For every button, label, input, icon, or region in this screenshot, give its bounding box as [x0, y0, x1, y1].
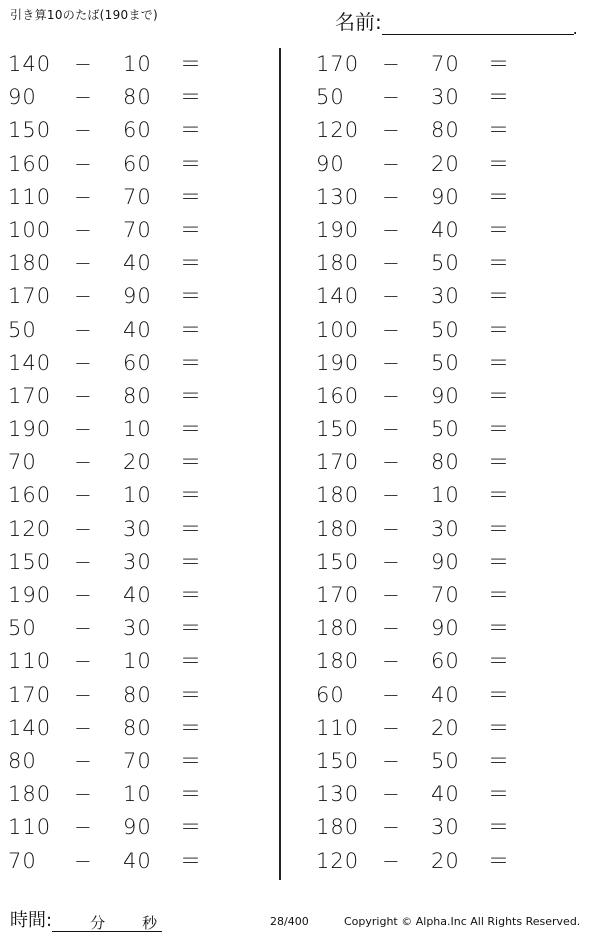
- equals-sign: ＝: [180, 748, 202, 773]
- subtrahend: 60: [431, 649, 460, 674]
- subtrahend: 50: [431, 251, 460, 276]
- minus-sign: −: [382, 217, 401, 242]
- time-label: 時間:: [10, 910, 53, 931]
- minus-sign: −: [74, 549, 93, 574]
- minuend: 160: [8, 151, 52, 176]
- equals-sign: ＝: [488, 848, 510, 873]
- subtrahend: 80: [123, 715, 152, 740]
- minuend: 140: [8, 52, 52, 76]
- equals-sign: ＝: [488, 383, 510, 408]
- equals-sign: ＝: [180, 383, 202, 408]
- equals-sign: ＝: [180, 682, 202, 707]
- minus-sign: −: [74, 616, 93, 641]
- subtrahend: 30: [123, 616, 152, 641]
- equals-sign: ＝: [488, 217, 510, 242]
- equals-sign: ＝: [180, 815, 202, 840]
- equals-sign: ＝: [488, 284, 510, 309]
- minuend: 150: [316, 417, 360, 442]
- minus-sign: −: [382, 383, 401, 408]
- equals-sign: ＝: [488, 450, 510, 475]
- subtrahend: 20: [431, 848, 460, 873]
- equals-sign: ＝: [180, 715, 202, 740]
- equals-sign: ＝: [180, 217, 202, 242]
- minus-sign: −: [74, 317, 93, 342]
- equals-sign: ＝: [488, 483, 510, 508]
- minus-sign: −: [74, 748, 93, 773]
- minuend: 120: [316, 118, 360, 143]
- minuend: 110: [8, 184, 52, 209]
- subtrahend: 50: [431, 417, 460, 442]
- minuend: 180: [316, 483, 360, 508]
- equals-sign: ＝: [488, 682, 510, 707]
- minuend: 70: [8, 450, 37, 475]
- minus-sign: −: [74, 483, 93, 508]
- equals-sign: ＝: [180, 450, 202, 475]
- equals-sign: ＝: [180, 549, 202, 574]
- minuend: 80: [8, 748, 37, 773]
- minus-sign: −: [74, 583, 93, 607]
- minus-sign: −: [74, 516, 93, 541]
- minuend: 120: [8, 516, 52, 541]
- subtrahend: 30: [123, 549, 152, 574]
- minuend: 190: [8, 417, 52, 442]
- minus-sign: −: [382, 583, 401, 607]
- subtrahend: 40: [123, 317, 152, 342]
- equals-sign: ＝: [180, 184, 202, 209]
- minuend: 110: [8, 649, 52, 674]
- minuend: 180: [8, 251, 52, 276]
- subtrahend: 60: [123, 118, 152, 143]
- equals-sign: ＝: [180, 118, 202, 143]
- equals-sign: ＝: [488, 85, 510, 110]
- minuend: 180: [316, 516, 360, 541]
- minuend: 180: [316, 815, 360, 840]
- minus-sign: −: [382, 350, 401, 375]
- equals-sign: ＝: [180, 848, 202, 873]
- minuend: 180: [8, 782, 52, 807]
- minus-sign: −: [74, 284, 93, 309]
- subtrahend: 40: [431, 217, 460, 242]
- minus-sign: −: [382, 649, 401, 674]
- equals-sign: ＝: [488, 782, 510, 807]
- minus-sign: −: [382, 118, 401, 143]
- minus-sign: −: [382, 52, 401, 76]
- subtrahend: 80: [123, 85, 152, 110]
- equals-sign: ＝: [180, 151, 202, 176]
- minuend: 90: [316, 151, 345, 176]
- minus-sign: −: [382, 748, 401, 773]
- subtrahend: 70: [431, 583, 460, 607]
- subtrahend: 40: [431, 682, 460, 707]
- minus-sign: −: [382, 715, 401, 740]
- minus-sign: −: [382, 284, 401, 309]
- minuend: 150: [8, 118, 52, 143]
- subtrahend: 90: [431, 184, 460, 209]
- minus-sign: −: [382, 184, 401, 209]
- minus-sign: −: [382, 848, 401, 873]
- minus-sign: −: [74, 450, 93, 475]
- subtrahend: 10: [123, 649, 152, 674]
- minus-sign: −: [382, 483, 401, 508]
- subtrahend: 90: [123, 284, 152, 309]
- equals-sign: ＝: [488, 616, 510, 641]
- minus-sign: −: [382, 815, 401, 840]
- equals-sign: ＝: [180, 417, 202, 442]
- subtrahend: 30: [431, 85, 460, 110]
- subtrahend: 10: [123, 782, 152, 807]
- minutes-label: 分: [90, 914, 106, 932]
- minus-sign: −: [74, 649, 93, 674]
- equals-sign: ＝: [488, 649, 510, 674]
- minus-sign: −: [74, 383, 93, 408]
- equals-sign: ＝: [488, 118, 510, 143]
- minuend: 110: [316, 715, 360, 740]
- minuend: 90: [8, 85, 37, 110]
- subtrahend: 10: [123, 483, 152, 508]
- equals-sign: ＝: [180, 52, 202, 76]
- minus-sign: −: [74, 52, 93, 76]
- subtrahend: 20: [123, 450, 152, 475]
- minuend: 160: [316, 383, 360, 408]
- equals-sign: ＝: [488, 549, 510, 574]
- subtrahend: 80: [431, 118, 460, 143]
- minus-sign: −: [382, 251, 401, 276]
- subtrahend: 30: [431, 284, 460, 309]
- equals-sign: ＝: [180, 649, 202, 674]
- minuend: 100: [316, 317, 360, 342]
- subtrahend: 40: [431, 782, 460, 807]
- minuend: 170: [316, 450, 360, 475]
- minus-sign: −: [74, 217, 93, 242]
- subtrahend: 60: [123, 151, 152, 176]
- equals-sign: ＝: [180, 251, 202, 276]
- page-number: 28/400: [270, 915, 309, 928]
- subtrahend: 90: [123, 815, 152, 840]
- minuend: 130: [316, 782, 360, 807]
- subtrahend: 50: [431, 748, 460, 773]
- minus-sign: −: [74, 151, 93, 176]
- subtrahend: 10: [431, 483, 460, 508]
- minuend: 190: [316, 217, 360, 242]
- equals-sign: ＝: [180, 350, 202, 375]
- minus-sign: −: [74, 184, 93, 209]
- minuend: 170: [316, 52, 360, 76]
- subtrahend: 90: [431, 549, 460, 574]
- minuend: 170: [316, 583, 360, 607]
- minuend: 70: [8, 848, 37, 873]
- equals-sign: ＝: [488, 251, 510, 276]
- minus-sign: −: [382, 616, 401, 641]
- subtrahend: 30: [431, 516, 460, 541]
- equals-sign: ＝: [180, 583, 202, 607]
- minuend: 190: [316, 350, 360, 375]
- equals-sign: ＝: [488, 516, 510, 541]
- subtrahend: 10: [123, 52, 152, 76]
- minuend: 140: [8, 715, 52, 740]
- equals-sign: ＝: [488, 317, 510, 342]
- subtrahend: 90: [431, 616, 460, 641]
- equals-sign: ＝: [488, 52, 510, 76]
- minuend: 110: [8, 815, 52, 840]
- worksheet-title: 引き算10のたば(190まで): [10, 8, 159, 22]
- subtrahend: 70: [123, 184, 152, 209]
- minus-sign: −: [382, 450, 401, 475]
- minuend: 100: [8, 217, 52, 242]
- minus-sign: −: [382, 85, 401, 110]
- minuend: 120: [316, 848, 360, 873]
- subtrahend: 70: [123, 748, 152, 773]
- subtrahend: 80: [123, 682, 152, 707]
- minuend: 50: [8, 616, 37, 641]
- minus-sign: −: [74, 118, 93, 143]
- equals-sign: ＝: [488, 583, 510, 607]
- minus-sign: −: [74, 251, 93, 276]
- name-label: 名前:: [335, 10, 382, 34]
- equals-sign: ＝: [488, 748, 510, 773]
- minus-sign: −: [74, 85, 93, 110]
- time-underline: [52, 915, 162, 932]
- subtrahend: 20: [431, 715, 460, 740]
- minuend: 180: [316, 616, 360, 641]
- subtrahend: 70: [123, 217, 152, 242]
- equals-sign: ＝: [180, 516, 202, 541]
- name-field: [335, 6, 578, 38]
- minus-sign: −: [382, 417, 401, 442]
- subtrahend: 30: [431, 815, 460, 840]
- equals-sign: ＝: [180, 85, 202, 110]
- subtrahend: 80: [431, 450, 460, 475]
- subtrahend: 40: [123, 583, 152, 607]
- minuend: 170: [8, 284, 52, 309]
- equals-sign: ＝: [180, 782, 202, 807]
- minuend: 180: [316, 251, 360, 276]
- minuend: 60: [316, 682, 345, 707]
- minus-sign: −: [74, 682, 93, 707]
- minuend: 140: [8, 350, 52, 375]
- subtrahend: 30: [123, 516, 152, 541]
- minus-sign: −: [74, 417, 93, 442]
- subtrahend: 50: [431, 317, 460, 342]
- name-underline: [382, 16, 578, 38]
- minuend: 50: [8, 317, 37, 342]
- minuend: 150: [8, 549, 52, 574]
- equals-sign: ＝: [488, 350, 510, 375]
- minus-sign: −: [74, 350, 93, 375]
- subtrahend: 60: [123, 350, 152, 375]
- column-divider: [279, 48, 281, 880]
- minus-sign: −: [382, 549, 401, 574]
- minus-sign: −: [382, 516, 401, 541]
- equals-sign: ＝: [488, 151, 510, 176]
- equals-sign: ＝: [488, 815, 510, 840]
- subtrahend: 40: [123, 848, 152, 873]
- equals-sign: ＝: [488, 715, 510, 740]
- subtrahend: 70: [431, 52, 460, 76]
- copyright-notice: Copyright © Alpha.Inc All Rights Reserved.: [344, 915, 581, 928]
- time-field: [10, 906, 162, 932]
- minuend: 170: [8, 383, 52, 408]
- minuend: 190: [8, 583, 52, 607]
- minuend: 150: [316, 549, 360, 574]
- minus-sign: −: [382, 317, 401, 342]
- subtrahend: 40: [123, 251, 152, 276]
- subtrahend: 10: [123, 417, 152, 442]
- minuend: 140: [316, 284, 360, 309]
- equals-sign: ＝: [180, 616, 202, 641]
- minus-sign: −: [382, 151, 401, 176]
- minuend: 170: [8, 682, 52, 707]
- minus-sign: −: [74, 815, 93, 840]
- equals-sign: ＝: [488, 184, 510, 209]
- subtrahend: 90: [431, 383, 460, 408]
- minus-sign: −: [74, 782, 93, 807]
- equals-sign: ＝: [488, 417, 510, 442]
- equals-sign: ＝: [180, 483, 202, 508]
- minuend: 50: [316, 85, 345, 110]
- equals-sign: ＝: [180, 317, 202, 342]
- minus-sign: −: [382, 682, 401, 707]
- equals-sign: ＝: [180, 284, 202, 309]
- minuend: 180: [316, 649, 360, 674]
- minus-sign: −: [74, 848, 93, 873]
- subtrahend: 20: [431, 151, 460, 176]
- seconds-label: 秒: [142, 914, 158, 932]
- minuend: 160: [8, 483, 52, 508]
- minus-sign: −: [74, 715, 93, 740]
- minuend: 130: [316, 184, 360, 209]
- subtrahend: 50: [431, 350, 460, 375]
- minuend: 150: [316, 748, 360, 773]
- subtrahend: 80: [123, 383, 152, 408]
- name-end-dot: .: [572, 19, 578, 38]
- minus-sign: −: [382, 782, 401, 807]
